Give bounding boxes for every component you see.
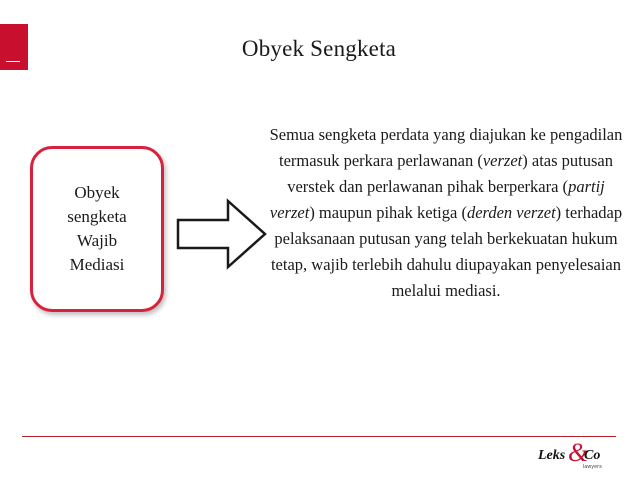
desc-part-4: ) terhadap pelaksanaan putusan yang telah berkekuatan hukum tetap, wajib terlebih dahulu diupayakan penyelesaian melalui mediasi. [270,203,623,300]
logo-word-co: Co [584,448,601,463]
desc-part-1: Semua sengketa perdata yang diajukan ke pengadilan termasuk perkara perlawanan ( [269,125,623,170]
description-text [268,122,624,304]
logo-word-leks: Leks [538,448,566,463]
box-line-1: Obyek [74,183,120,202]
desc-part-2: ) atas putusan verstek dan perlawanan pihak berperkara ( [287,151,613,196]
right-arrow-icon [176,198,268,270]
logo-subtitle: lawyers [583,464,603,470]
desc-term-partij-verzet: partij verzet [269,177,605,222]
box-line-3: Wajib [76,231,118,250]
desc-term-derden-verzet: derden verzet [466,203,556,222]
footer-divider [22,436,616,437]
logo-ampersand: & [568,438,589,467]
box-line-2: sengketa [67,207,127,226]
desc-part-3: ) maupun pihak ketiga ( [309,203,467,222]
box-line-4: Mediasi [69,255,125,274]
leks-co-logo [538,438,618,470]
mediasi-object-box [30,146,164,312]
slide-title: Obyek Sengketa [241,36,397,61]
desc-term-verzet: verzet [482,151,523,170]
